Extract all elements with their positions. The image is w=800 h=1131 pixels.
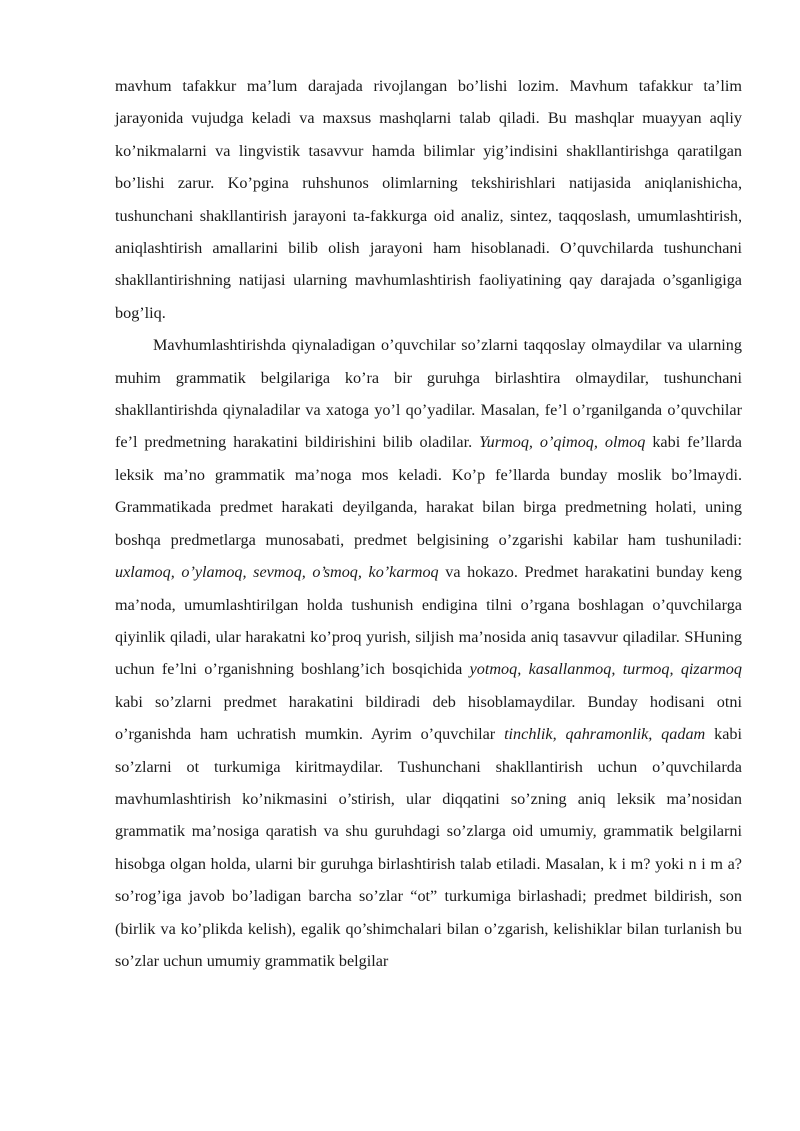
paragraph-1-text: mavhum tafakkur ma’lum darajada rivojlangan bo’lishi lozim. Mavhum tafakkur ta’lim jarayonida vujudga keladi va maxsus mashqlarni talab qiladi. Bu mashqlar muayyan aqliy ko’nikmalarni va lingvistik tasavvur hamda bilimlar yig’indisini shakllantirishga qaratilgan bo’lishi zarur. Ko’pgina ruhshunos olimlarning tekshirishlari natijasida aniqlanishicha, tushunchani shakllantirish jarayoni ta-fakkurga oid analiz, sintez, taqqoslash, umumlashtirish, aniqlashtirish amallarini bilib olish jarayoni ham hisoblanadi. O’quvchilarda tushunchani shakllantirishning natijasi ularning mavhumlashtirish faoliyatining qay darajada o’sganligiga bog’liq.: [115, 77, 742, 322]
paragraph-2-text-3: va hokazo. Predmet harakatini bunday keng ma’noda, umumlashtirilgan holda tushunish endigina tilni o’rgana boshlagan o’quvchilarga qiyinlik qiladi, ular harakatni ko’proq yurish, siljish ma’nosida aniq tasavvur qiladilar. SHuning uchun fe’lni o’rganishning boshlang’ich bosqichida: [115, 563, 742, 679]
paragraph-2-text-1: Mavhumlashtirishda qiynaladigan o’quvchilar so’zlarni taqqoslay olmaydilar va ularning muhim grammatik belgilariga ko’ra bir guruhga birlashtira olmaydilar, tushunchani shakllantirishda qiynaladilar va xatoga yo’l qo’yadilar. Masalan, fe’l o’rganilganda o’quvchilar fe’l predmetning harakatini bildirishini bilib oladilar.: [115, 336, 742, 452]
paragraph-1: [115, 70, 742, 329]
paragraph-2-italic-examples-2: uxlamoq, o’ylamoq, sevmoq, o’smoq, ko’karmoq: [115, 563, 439, 582]
paragraph-2-italic-examples-4: tinchlik, qahramonlik, qadam: [504, 725, 706, 744]
paragraph-2-text-5: kabi so’zlarni ot turkumiga kiritmaydilar. Tushunchani shakllantirish uchun o’quvchilarda mavhumlashtirish ko’nikmasini o’stirish, ular diqqatini so’zning aniq leksik ma’nosidan grammatik ma’nosiga qaratish va shu guruhdagi so’zlarga oid umumiy, grammatik belgilarni hisobga olgan holda, ularni bir guruhga birlashtirish talab etiladi. Masalan, k i m? yoki n i m a? so’rog’iga javob bo’ladigan barcha so’zlar “ot” turkumiga birlashadi; predmet bildirish, son (birlik va ko’plikda kelish), egalik qo’shimchalari bilan o’zgarish, kelishiklar bilan turlanish bu so’zlar uchun umumiy grammatik belgilar: [115, 725, 742, 970]
paragraph-2-text-2: kabi fe’llarda leksik ma’no grammatik ma’noga mos keladi. Ko’p fe’llarda bunday moslik bo’lmaydi. Grammatikada predmet harakati deyilganda, harakat bilan birga predmetning holati, uning boshqa predmetlarga munosabati, predmet belgisining o’zgarishi kabilar ham tushuniladi:: [115, 433, 742, 549]
paragraph-2-text-4: kabi so’zlarni predmet harakatini bildiradi deb hisoblamaydilar. Bunday hodisani otni o’rganishda ham uchratish mumkin. Ayrim o’quvchilar: [115, 692, 742, 744]
paragraph-2-italic-examples-1: Yurmoq, o’qimoq, olmoq: [479, 433, 646, 452]
paragraph-2: [115, 329, 742, 977]
document-page: [115, 70, 742, 977]
paragraph-2-italic-examples-3: yotmoq, kasallanmoq, turmoq, qizarmoq: [469, 660, 742, 679]
